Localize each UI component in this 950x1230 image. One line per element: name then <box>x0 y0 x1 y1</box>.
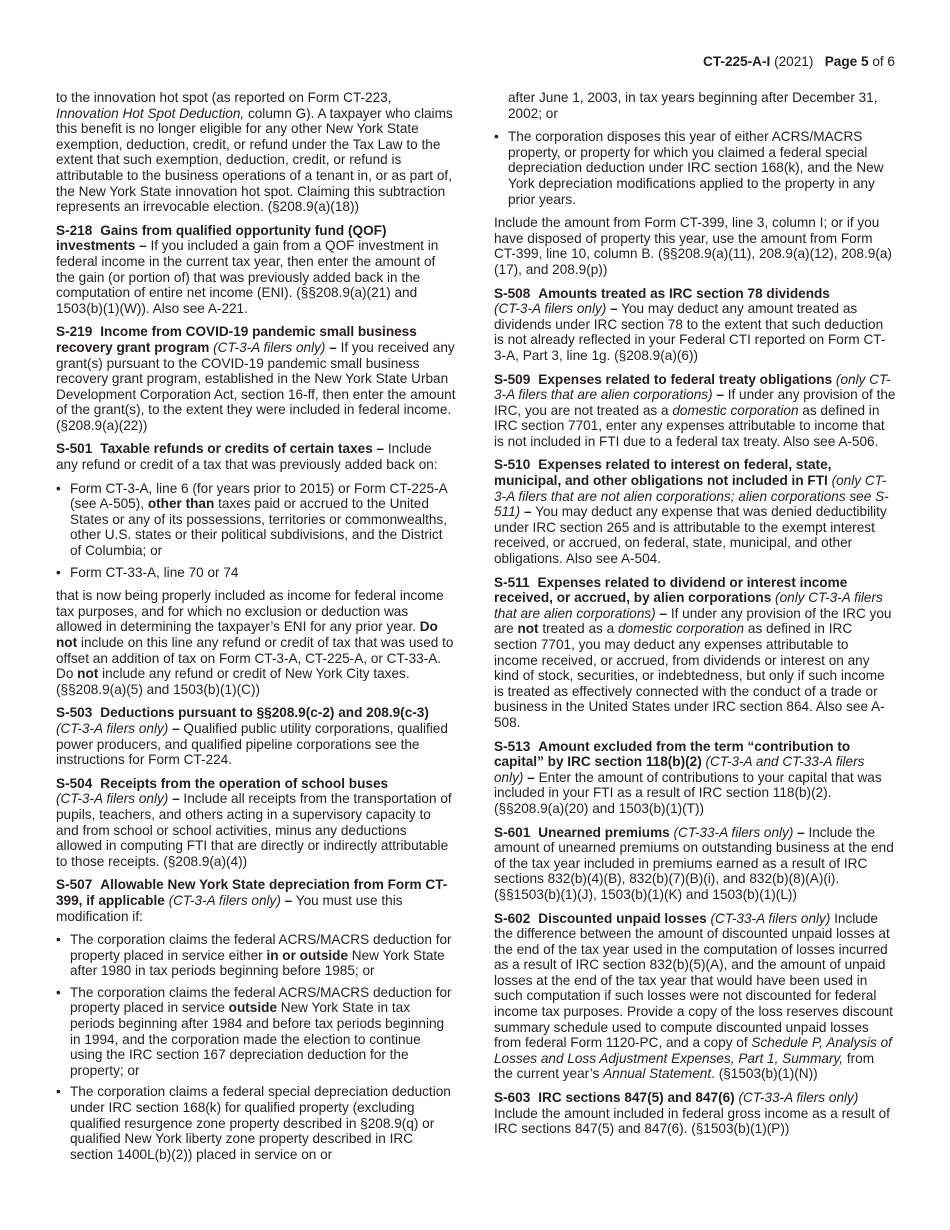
line-title: Income from COVID-19 pandemic small business recovery grant program <box>56 324 417 355</box>
line-code: S-511 <box>494 574 530 590</box>
line-title: Expenses related to federal treaty obligations <box>538 371 833 387</box>
line-code: S-218 <box>56 222 93 238</box>
list-item: • The corporation disposes this year of either ACRS/MACRS property, or property for which you claimed a federal special depreciation deduction under IRC section 168(k), and the New York depreciation modifications applied to the property in any prior years. <box>494 129 896 207</box>
line-code: S-513 <box>494 738 531 754</box>
line-code: S-510 <box>494 457 531 473</box>
line-title: Taxable refunds or credits of certain taxes – <box>100 441 385 457</box>
line-code: S-501 <box>56 441 93 457</box>
line-title: Amounts treated as IRC section 78 dividends <box>538 285 830 301</box>
section-s507: S-507 Allowable New York State depreciation from Form CT-399, if applicable (CT-3-A filers only) – You must use this modification if: <box>56 877 448 924</box>
section-s509: S-509 Expenses related to federal treaty obligations (only CT-3-A filers that are alien corporations) – If under any provision of the IRC, you are not treated as a domestic corporation as defined in IRC section 7701, enter any expenses attributable to income that is not included in FTI due to a federal tax treaty. Also see A-506. <box>494 371 896 449</box>
line-code: S-601 <box>494 824 531 840</box>
page-of: of 6 <box>872 54 895 69</box>
line-title: Discounted unpaid losses <box>538 910 707 926</box>
section-s501: S-501 Taxable refunds or credits of certain taxes – Include any refund or credit of a tax that was previously added back on: <box>56 441 438 473</box>
line-title: Deductions pursuant to §§208.9(c-2) and 208.9(c-3) <box>100 705 429 721</box>
section-s219: S-219 Income from COVID-19 pandemic small business recovery grant program (CT-3-A filers only) – If you received any grant(s) pursuant to the COVID-19 pandemic small business recovery grant program, established in the New York State Urban Development Corporation Act, section 16-ff, then enter the amount of the grant(s), to the extent they were included in federal income. (§208.9(a)(22)) <box>56 324 456 433</box>
include-paragraph: Include the amount from Form CT-399, line 3, column I; or if you have disposed of property this year, use the amount from Form CT-399, line 10, column B. (§§208.9(a)(11), 208.9(a)(12), 208.9(a)(17), and 208.9(p)) <box>494 215 892 277</box>
page-header <box>703 54 895 70</box>
continued-bullet-text: after June 1, 2003, in tax years beginning after December 31, 2002; or <box>508 90 878 121</box>
line-title: Receipts from the operation of school buses <box>100 775 389 791</box>
bullet-list <box>56 932 456 1162</box>
line-title: Expenses related to interest on federal, state, municipal, and other obligations not included in FTI <box>494 457 832 489</box>
line-code: S-219 <box>56 324 93 340</box>
line-title: IRC sections 847(5) and 847(6) <box>538 1090 735 1106</box>
line-code: S-507 <box>56 877 93 893</box>
line-code: S-503 <box>56 705 93 721</box>
section-s508: S-508 Amounts treated as IRC section 78 dividends (CT-3-A filers only) – You may deduct any amount treated as dividends under IRC section 78 to the extent that such deduction is not already reflected in your Federal CTI reported on Form CT-3-A, Part 3, line 1g. (§208.9(a)(6)) <box>494 285 886 363</box>
line-code: S-509 <box>494 371 531 387</box>
line-code: S-504 <box>56 775 93 791</box>
line-code: S-603 <box>494 1090 531 1106</box>
list-item: • The corporation claims the federal ACRS/MACRS deduction for property placed in service either in or outside New York State after 1980 in tax periods beginning before 1985; or <box>56 932 456 979</box>
line-title: Allowable New York State depreciation from Form CT-399, if applicable <box>56 877 448 908</box>
page-label: Page 5 <box>824 54 869 69</box>
section-s513: S-513 Amount excluded from the term “contribution to capital” by IRC section 118(b)(2) (CT-3-A and CT-33-A filers only) – Enter the amount of contributions to your capital that was included in your FTI as a result of IRC section 118(b)(2). (§§208.9(a)(20) and 1503(b)(1)(T)) <box>494 738 882 816</box>
section-s601: S-601 Unearned premiums (CT-33-A filers only) – Include the amount of unearned premiums on outstanding business at the end of the tax year included in premiums earned as a result of IRC sections 832(b)(4)(B), 832(b)(7)(B)(i), and 832(b)(8)(A)(i). (§§1503(b)(1)(J), 1503(b)(1)(K) and 1503(b)(1)(L)) <box>494 824 894 902</box>
continued-paragraph: to the innovation hot spot (as reported on Form CT-223, Innovation Hot Spot Deduction, column G). A taxpayer who claims this benefit is no longer eligible for any other New York State exemption, deduction, credit, or refund under the Tax Law to the extent that such exemption, deduction, credit, or refund is attributable to the business operations of a tenant in, or as part of, the New York State innovation hot spot. Claiming this subtraction represents an irrevocable election. (§208.9(a)(18)) <box>56 90 453 215</box>
list-item: • Form CT-3-A, line 6 (for years prior to 2015) or Form CT-225-A (see A-505), other than taxes paid or accrued to the United States or any of its possessions, territories or commonwealths, other U.S. states or their political subdivisions, and the District of Columbia; or <box>56 481 456 559</box>
bullet-list <box>56 481 456 581</box>
section-s504: S-504 Receipts from the operation of school buses (CT-3-A filers only) – Include all receipts from the transportation of pupils, teachers, and others acting in a supervisory capacity to and from school or school activities, minus any deductions allowed in computing FTI that are directly or indirectly attributable to those receipts. (§208.9(a)(4)) <box>56 775 452 869</box>
left-column <box>56 90 456 1170</box>
line-title: Amount excluded from the term “contribution to capital” by IRC section 118(b)(2) <box>494 738 851 770</box>
line-code: S-508 <box>494 285 531 301</box>
list-item: • Form CT-33-A, line 70 or 74 <box>56 565 456 581</box>
form-id: CT-225-A-I <box>703 54 771 69</box>
section-s501-note: that is now being properly included as income for federal income tax purposes, and for which no exclusion or deduction was allowed in determining the taxpayer’s ENI for any prior year. Do not include on this line any refund or credit of tax that was used to offset an addition of tax on Form CT-3-A, CT-225-A, or CT-33-A. Do not include any refund or credit of New York City taxes. (§§208.9(a)(5) and 1503(b)(1)(C)) <box>56 588 454 697</box>
line-title: Unearned premiums <box>538 824 670 840</box>
section-s603: S-603 IRC sections 847(5) and 847(6) (CT-33-A filers only) Include the amount included in federal gross income as a result of IRC sections 847(5) and 847(6). (§1503(b)(1)(P)) <box>494 1090 890 1137</box>
section-s218: S-218 Gains from qualified opportunity fund (QOF) investments – If you included a gain from a QOF investment in federal income in the current tax year, then enter the amount of the gain (or portion of) that was previously added back in the computation of entire net income (ENI). (§§208.9(a)(21) and 1503(b)(1)(W)). Also see A-221. <box>56 222 439 316</box>
section-s511: S-511 Expenses related to dividend or interest income received, or accrued, by alien corporations (only CT-3-A filers that are alien corporations) – If under any provision of the IRC you are not treated as a domestic corporation as defined in IRC section 7701, you may deduct any expenses attributable to income received, or accrued, from dividends or interest on any kind of stock, securities, or indebtedness, but only if such income is treated as effectively connected with the conduct of a trade or business in the United States under IRC section 864. Also see A-508. <box>494 574 892 730</box>
bullet-list <box>494 129 896 207</box>
form-year: (2021) <box>774 54 814 69</box>
section-s602: S-602 Discounted unpaid losses (CT-33-A filers only) Include the difference between the amount of discounted unpaid losses at the end of the tax year used in the computation of losses incurred as a result of IRC section 832(b)(5)(A), and the amount of unpaid losses at the end of the tax year that would have been used in such computation if such losses were not discounted for federal income tax purposes. Provide a copy of the loss reserves discount summary schedule used to compute discounted unpaid losses from federal Form 1120-PC, and a copy of Schedule P, Analysis of Losses and Loss Adjustment Expenses, Part 1, Summary, from the current year’s Annual Statement. (§1503(b)(1)(N)) <box>494 910 893 1082</box>
line-title: Gains from qualified opportunity fund (QOF) investments – <box>56 222 387 254</box>
line-code: S-602 <box>494 910 531 926</box>
list-item: • The corporation claims a federal special depreciation deduction under IRC section 168(k) for qualified property (excluding qualified resurgence zone property described in §208.9(q) or qualified New York liberty zone property described in IRC section 1400L(b)(2)) placed in service on or <box>56 1084 456 1162</box>
line-title: Expenses related to dividend or interest income received, or accrued, by alien corporations <box>494 574 848 606</box>
section-s503: S-503 Deductions pursuant to §§208.9(c-2) and 208.9(c-3) (CT-3-A filers only) – Qualified public utility corporations, qualified power producers, and qualified pipeline corporations see the instructions for Form CT-224. <box>56 705 448 768</box>
list-item: • The corporation claims the federal ACRS/MACRS deduction for property placed in service outside New York State in tax periods beginning after 1984 and before tax periods beginning in 1994, and the corporation made the election to continue using the IRC section 167 depreciation deduction for the property; or <box>56 985 456 1079</box>
section-s510: S-510 Expenses related to interest on federal, state, municipal, and other obligations not included in FTI (only CT-3-A filers that are not alien corporations; alien corporations see S-511) – You may deduct any expense that was denied deductibility under IRC section 265 and is attributable to the exempt interest received, or accrued, on federal, state, municipal, and other obligations. Also see A-504. <box>494 457 889 567</box>
right-column <box>494 90 896 1145</box>
